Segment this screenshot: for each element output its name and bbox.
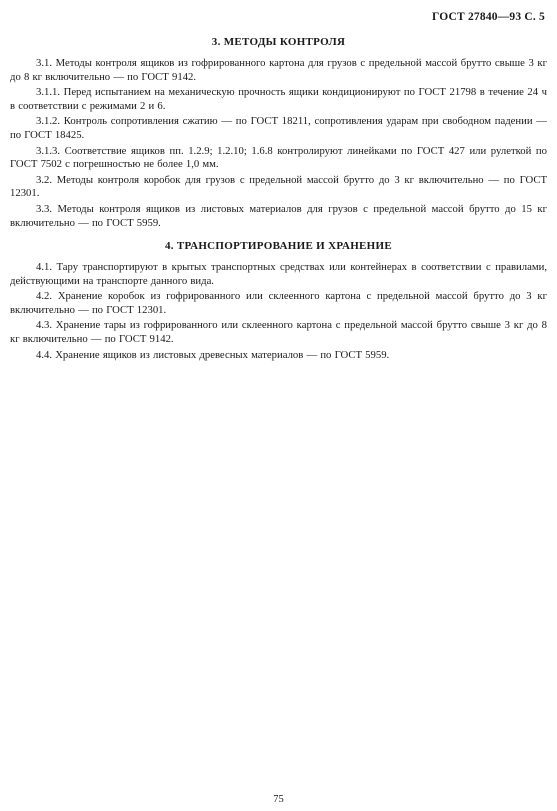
paragraph-3-1-2: 3.1.2. Контроль сопротивления сжатию — по ГОСТ 18211, сопротивления ударам при свободном падении — по ГОСТ 18425.: [10, 115, 547, 141]
paragraph-4-4: 4.4. Хранение ящиков из листовых древесных материалов — по ГОСТ 5959.: [36, 348, 390, 361]
section-control-methods: [10, 36, 547, 232]
section-heading: 4. ТРАНСПОРТИРОВАНИЕ И ХРАНЕНИЕ: [164, 240, 393, 252]
page-number: 75: [273, 794, 284, 805]
running-header: ГОСТ 27840—93 С. 5: [432, 11, 545, 23]
section-transport-storage: [10, 240, 547, 364]
paragraph-3-1-1: 3.1.1. Перед испытанием на механическую прочность ящики кондиционируют по ГОСТ 21798 в течение 24 ч в соответствии с режимами 2 и 6.: [10, 86, 547, 112]
paragraph-4-2: 4.2. Хранение коробок из гофрированного или склеенного картона с предельной массой брутто до 3 кг включительно — по ГОСТ 12301.: [10, 290, 547, 316]
paragraph-3-2: 3.2. Методы контроля коробок для грузов с предельной массой брутто до 3 кг включительно — по ГОСТ 12301.: [10, 173, 547, 200]
paragraph-3-1: 3.1. Методы контроля ящиков из гофрированного картона для грузов с предельной массой брутто свыше 3 кг до 8 кг включительно — по ГОСТ 9142.: [10, 57, 547, 83]
section-heading: 3. МЕТОДЫ КОНТРОЛЯ: [211, 36, 346, 48]
paragraph-3-3: 3.3. Методы контроля ящиков из листовых материалов для грузов с предельной массой брутто до 15 кг включительно — по ГОСТ 5959.: [10, 202, 547, 229]
paragraph-3-1-3: 3.1.3. Соответствие ящиков пп. 1.2.9; 1.2.10; 1.6.8 контролируют линейками по ГОСТ 427 или рулеткой по ГОСТ 7502 с погрешностью не более 1,0 мм.: [10, 144, 547, 171]
paragraph-4-1: 4.1. Тару транспортируют в крытых транспортных средствах или контейнерах в соответствии с правилами, действующими на транспорте данного вида.: [10, 261, 547, 287]
paragraph-4-3: 4.3. Хранение тары из гофрированного или склеенного картона с предельной массой брутто свыше 3 кг до 8 кг включительно — по ГОСТ 9142.: [10, 319, 547, 345]
